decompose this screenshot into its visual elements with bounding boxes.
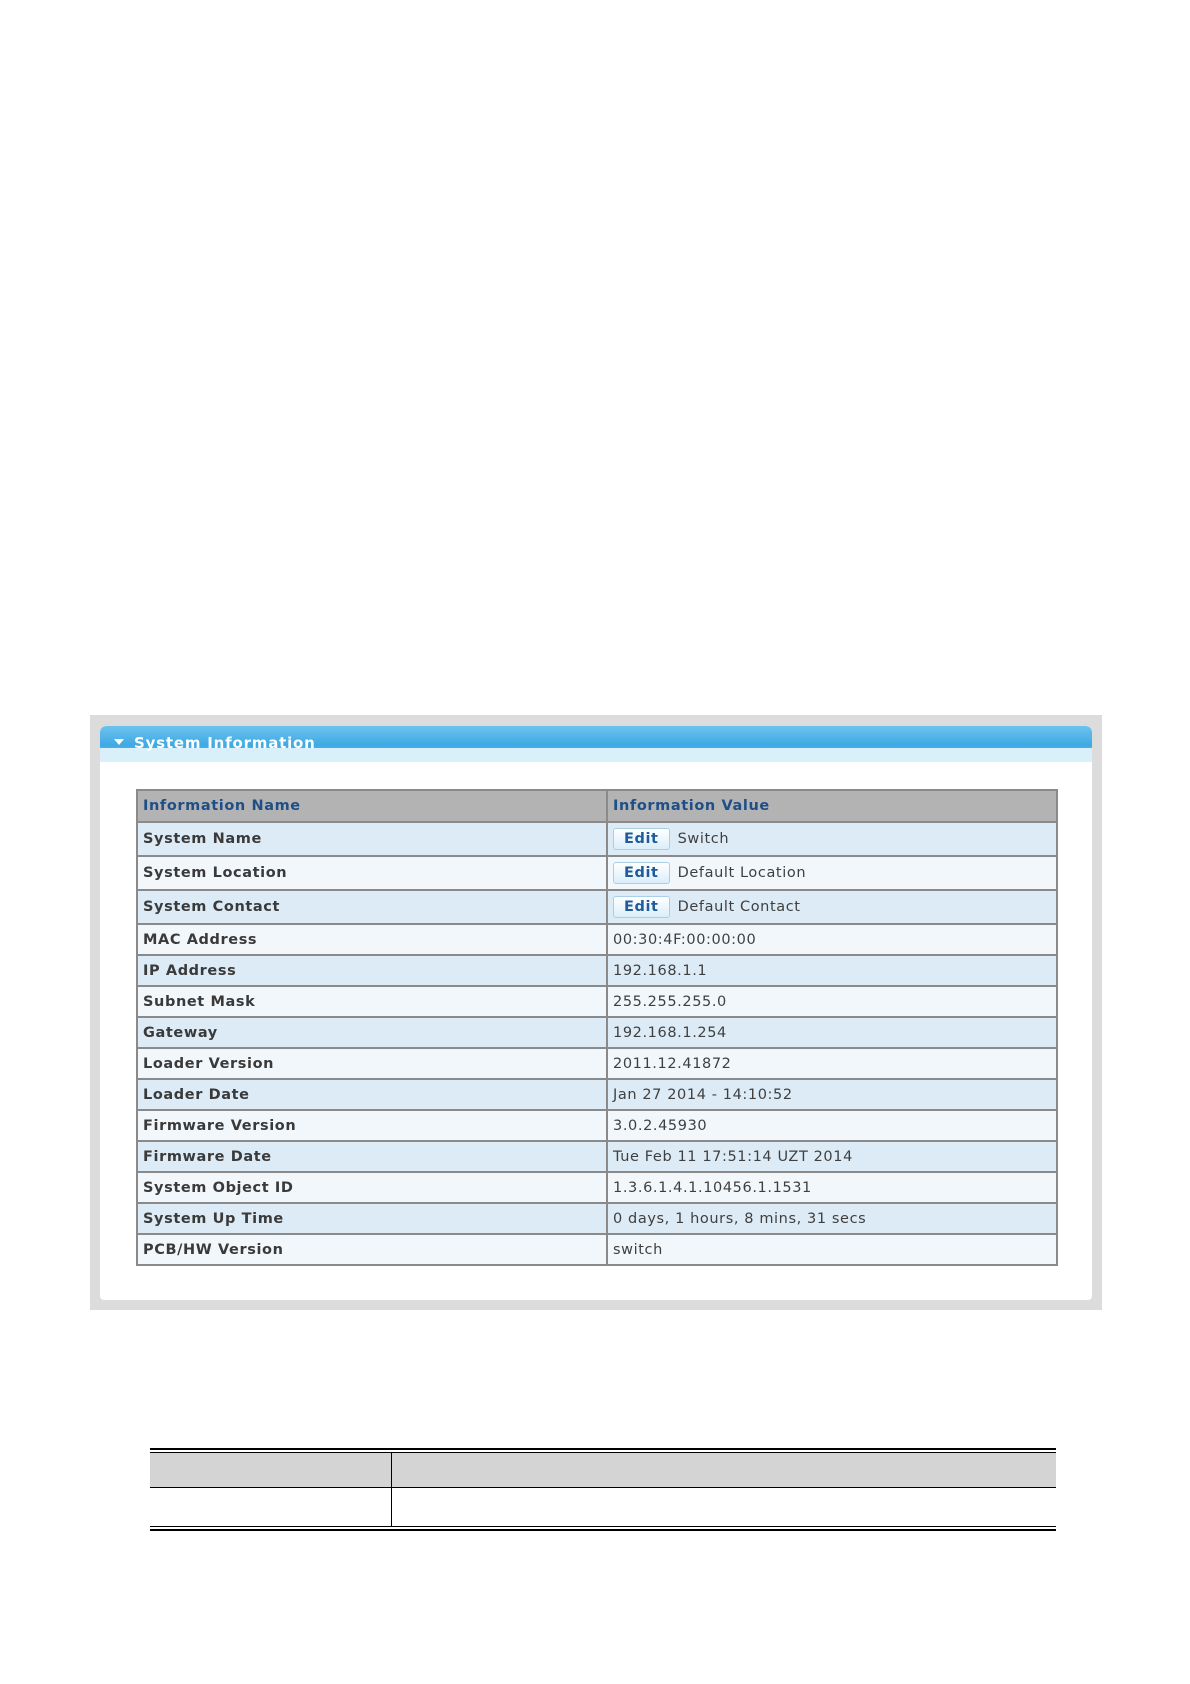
column-header-information-value: Information Value <box>607 790 1057 822</box>
information-name-cell: Loader Version <box>137 1048 607 1079</box>
information-value-text: 3.0.2.45930 <box>613 1117 708 1134</box>
information-value-cell <box>607 1172 1057 1203</box>
edit-button[interactable]: Edit <box>613 862 670 884</box>
information-value-cell <box>607 986 1057 1017</box>
edit-button[interactable]: Edit <box>613 896 670 918</box>
information-name-cell: System Name <box>137 822 607 856</box>
information-value-cell <box>607 1234 1057 1265</box>
information-value-text: switch <box>613 1241 663 1258</box>
table-row <box>137 822 1057 856</box>
table-row <box>137 1141 1057 1172</box>
information-value-text: Jan 27 2014 - 14:10:52 <box>613 1086 793 1103</box>
information-value-text: 00:30:4F:00:00:00 <box>613 931 757 948</box>
information-name-cell: MAC Address <box>137 924 607 955</box>
information-value-text: 255.255.255.0 <box>613 993 727 1010</box>
panel-header[interactable] <box>100 726 1092 762</box>
table-row <box>137 856 1057 890</box>
information-name-cell: Firmware Version <box>137 1110 607 1141</box>
table-row <box>137 1234 1057 1265</box>
information-name-cell: System Location <box>137 856 607 890</box>
information-name-cell: Loader Date <box>137 1079 607 1110</box>
table-row <box>137 1172 1057 1203</box>
column-header-information-name: Information Name <box>137 790 607 822</box>
information-name-cell: System Object ID <box>137 1172 607 1203</box>
table-row <box>137 1017 1057 1048</box>
information-name-cell: Subnet Mask <box>137 986 607 1017</box>
system-information-table <box>136 789 1058 1266</box>
parameter-description-table <box>150 1448 1056 1532</box>
information-value-text: Tue Feb 11 17:51:14 UZT 2014 <box>613 1148 853 1165</box>
information-name-cell: IP Address <box>137 955 607 986</box>
information-value-text: 192.168.1.254 <box>613 1024 727 1041</box>
information-name-cell: PCB/HW Version <box>137 1234 607 1265</box>
information-value-text: 0 days, 1 hours, 8 mins, 31 secs <box>613 1210 867 1227</box>
information-value-cell <box>607 822 1057 856</box>
table-row <box>137 1079 1057 1110</box>
table-row <box>137 955 1057 986</box>
table-column-divider <box>391 1453 392 1527</box>
table-row <box>137 924 1057 955</box>
system-information-panel <box>100 726 1092 1300</box>
information-value-cell <box>607 1048 1057 1079</box>
information-value-cell <box>607 856 1057 890</box>
information-value-text: 2011.12.41872 <box>613 1055 732 1072</box>
information-value-cell <box>607 1203 1057 1234</box>
table-row <box>137 1048 1057 1079</box>
table-header-row <box>137 790 1057 822</box>
information-name-cell: System Up Time <box>137 1203 607 1234</box>
information-value-text: Default Contact <box>677 899 801 915</box>
collapse-arrow-icon[interactable] <box>114 739 124 745</box>
information-name-cell: System Contact <box>137 890 607 924</box>
table-row <box>137 1203 1057 1234</box>
panel-title: System Information <box>134 734 316 752</box>
table-row <box>137 890 1057 924</box>
information-value-cell <box>607 1110 1057 1141</box>
table-bottom-rule <box>150 1526 1056 1531</box>
information-value-cell <box>607 1141 1057 1172</box>
information-value-text: 192.168.1.1 <box>613 962 708 979</box>
information-value-cell <box>607 1079 1057 1110</box>
information-value-cell <box>607 890 1057 924</box>
information-value-cell <box>607 955 1057 986</box>
information-name-cell: Firmware Date <box>137 1141 607 1172</box>
information-name-cell: Gateway <box>137 1017 607 1048</box>
table-header-band <box>150 1453 1056 1488</box>
table-body <box>137 822 1057 1265</box>
information-value-cell <box>607 924 1057 955</box>
edit-button[interactable]: Edit <box>613 828 670 850</box>
information-value-text: Switch <box>677 831 730 847</box>
system-information-screenshot <box>90 715 1102 1310</box>
information-value-cell <box>607 1017 1057 1048</box>
table-row <box>137 986 1057 1017</box>
information-value-text: Default Location <box>677 865 807 881</box>
information-value-text: 1.3.6.1.4.1.10456.1.1531 <box>613 1179 812 1196</box>
table-row <box>137 1110 1057 1141</box>
